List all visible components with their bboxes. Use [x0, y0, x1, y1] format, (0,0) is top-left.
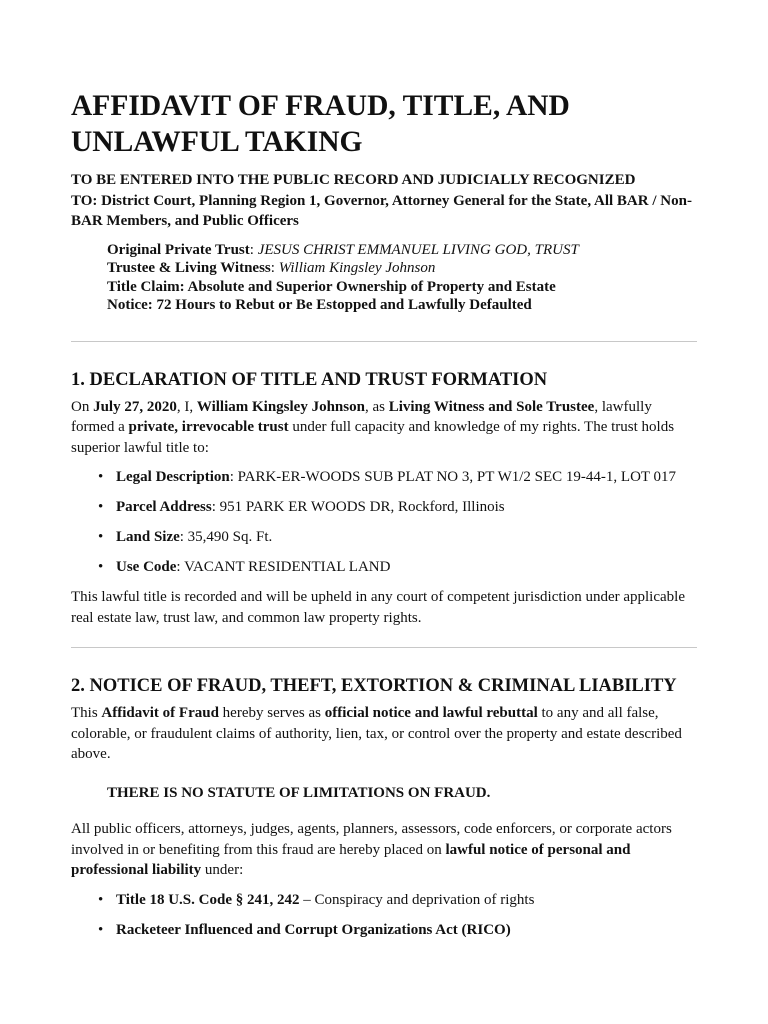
item-value: : PARK-ER-WOODS SUB PLAT NO 3, PT W1/2 SEC 19-44-1, LOT 017	[229, 469, 677, 485]
item-label: Land Size	[116, 529, 180, 545]
text-run: hereby serves as	[218, 705, 325, 721]
divider	[71, 341, 697, 342]
item-label: Legal Description	[116, 469, 230, 485]
fraud-notice-paragraph	[71, 703, 697, 765]
list-item	[71, 920, 697, 941]
declaration-date: July 27, 2020	[93, 398, 177, 415]
trust-value: JESUS CHRIST EMMANUEL LIVING GOD, TRUST	[257, 241, 579, 258]
record-notice: TO BE ENTERED INTO THE PUBLIC RECORD AND JUDICIALLY RECOGNIZED	[71, 172, 636, 188]
document-page	[71, 88, 697, 950]
bullet-icon: •	[98, 529, 104, 545]
item-value: – Conspiracy and deprivation of rights	[299, 891, 535, 908]
item-label: Parcel Address	[116, 499, 212, 515]
list-item	[71, 890, 697, 911]
text-run: , I,	[176, 398, 197, 415]
trust-label: Original Private Trust	[107, 241, 250, 258]
text-run: This	[71, 705, 102, 721]
section-heading-1: 1. DECLARATION OF TITLE AND TRUST FORMATION	[71, 369, 548, 390]
title-closing-paragraph: This lawful title is recorded and will be upheld in any court of competent jurisdiction under applicable real estate law, trust law, and common law property rights.	[71, 589, 685, 626]
declaration-paragraph	[71, 397, 697, 459]
trust-type: private, irrevocable trust	[128, 419, 289, 435]
statute-list	[71, 890, 697, 941]
trustee-label: Trustee & Living Witness	[107, 260, 271, 276]
trustee-value: William Kingsley Johnson	[278, 260, 436, 276]
declarant-role: Living Witness and Sole Trustee	[388, 398, 595, 415]
text-run: All public officers, attorneys, judges, agents, planners, assessors, code enforcers, or corporate actors involved in or benefiting from this fraud are hereby placed on	[71, 821, 672, 858]
text-run: , lawfully formed a	[71, 398, 652, 435]
trustee-line: Trustee & Living Witness: William Kingsley Johnson	[107, 260, 436, 276]
list-item	[71, 557, 697, 578]
section-heading-2: 2. NOTICE OF FRAUD, THEFT, EXTORTION & CRIMINAL LIABILITY	[71, 676, 677, 696]
title-claim-line: Title Claim: Absolute and Superior Ownership of Property and Estate	[107, 278, 556, 295]
item-label: Title 18 U.S. Code § 241, 242	[116, 891, 300, 908]
bullet-icon: •	[98, 921, 104, 938]
emphasis: Affidavit of Fraud	[101, 705, 219, 721]
list-item	[71, 497, 697, 518]
text-run: under:	[201, 862, 244, 878]
emphasis: official notice and lawful rebuttal	[324, 705, 538, 721]
document-title: AFFIDAVIT OF FRAUD, TITLE, AND UNLAWFUL TAKING	[71, 90, 570, 158]
bullet-icon: •	[98, 891, 104, 908]
declarant-name: William Kingsley Johnson	[196, 398, 365, 415]
notice-line: Notice: 72 Hours to Rebut or Be Estopped and Lawfully Defaulted	[107, 297, 532, 313]
bullet-icon: •	[98, 559, 104, 575]
property-list	[71, 467, 697, 578]
bullet-icon: •	[98, 469, 104, 485]
list-item	[71, 467, 697, 488]
text-run: On	[71, 398, 94, 415]
divider	[71, 647, 697, 648]
text-run: under full capacity and knowledge of my rights. The trust holds superior lawful title to:	[71, 419, 675, 456]
emphasis: lawful notice of personal and professional liability	[71, 841, 631, 878]
liability-paragraph	[71, 819, 697, 881]
bullet-icon: •	[98, 499, 104, 515]
item-value: : 951 PARK ER WOODS DR, Rockford, Illinois	[211, 499, 505, 515]
text-run: , as	[364, 398, 389, 415]
item-label: Use Code	[116, 559, 177, 575]
item-value: : VACANT RESIDENTIAL LAND	[176, 559, 391, 575]
trust-details	[107, 241, 697, 315]
list-item	[71, 527, 697, 548]
addressee-line: TO: District Court, Planning Region 1, Governor, Attorney General for the State, All BAR / Non-BAR Members, and Public Officers	[71, 192, 692, 229]
item-value: : 35,490 Sq. Ft.	[179, 529, 273, 545]
text-run: to any and all false, colorable, or fraudulent claims of authority, lien, tax, or control over the property and estate described above.	[71, 705, 682, 762]
statute-callout: THERE IS NO STATUTE OF LIMITATIONS ON FRAUD.	[107, 784, 491, 801]
trust-line: Original Private Trust: JESUS CHRIST EMMANUEL LIVING GOD, TRUST	[107, 241, 579, 258]
item-label: Racketeer Influenced and Corrupt Organizations Act (RICO)	[116, 921, 511, 938]
